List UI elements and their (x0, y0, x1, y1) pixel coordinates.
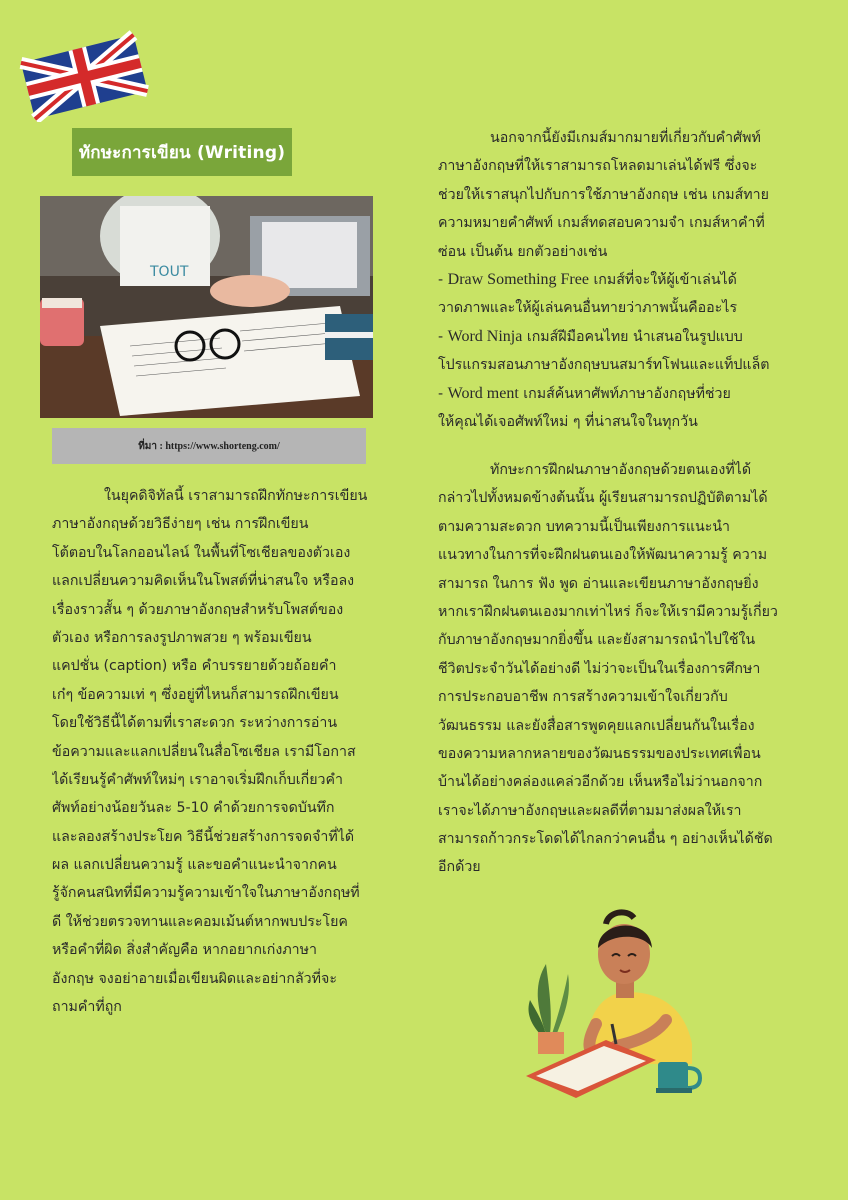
game-item-word-ment: - Word ment เกมส์ค้นหาศัพท์ภาษาอังกฤษที่ช่วย (438, 384, 731, 402)
text-line: ความหมายคำศัพท์ เกมส์ทดสอบความจำ เกมส์หาคำที่ (438, 215, 765, 232)
text-line: วัฒนธรรม และยังสื่อสารพูดคุยแลกเปลี่ยนกันในเรื่อง (438, 717, 755, 734)
text-line: ช่วยให้เราสนุกไปกับการใช้ภาษาอังกฤษ เช่น เกมส์ทาย (438, 186, 769, 203)
conclusion-paragraph (438, 456, 778, 882)
text-line: แลกเปลี่ยนความคิดเห็นในโพสต์ที่น่าสนใจ หรือลง (52, 573, 355, 590)
text-line: ทักษะการฝึกฝนภาษาอังกฤษด้วยตนเองที่ได้ (490, 462, 752, 478)
text-line: ของความหลากหลายของวัฒนธรรมของประเทศเพื่อน (438, 745, 761, 762)
text-line: หากเราฝึกฝนตนเองมากเท่าไหร่ ก็จะให้เรามีความรู้เกี่ยว (438, 603, 778, 620)
text-line: ในยุคดิจิทัลนี้ เราสามารถฝึกทักษะการเขียน (104, 488, 368, 504)
uk-flag-icon (18, 30, 150, 122)
writing-photo (40, 196, 373, 418)
games-paragraph (438, 124, 769, 436)
text-line: ซ่อน เป็นต้น ยกตัวอย่างเช่น (438, 243, 608, 260)
text-line: แนวทางในการที่จะฝึกฝนตนเองให้พัฒนาความรู้ ความ (438, 547, 768, 564)
text-line: ชีวิตประจำวันได้อย่างดี ไม่ว่าจะเป็นในเรื่องการศึกษา (438, 660, 761, 677)
text-line: โต้ตอบในโลกออนไลน์ ในพื้นที่โซเชียลของตัวเอง (52, 544, 351, 561)
text-line: การประกอบอาชีพ การสร้างความเข้าใจเกี่ยวกับ (438, 689, 728, 706)
text-line: ให้คุณได้เจอศัพท์ใหม่ ๆ ที่น่าสนใจในทุกวัน (438, 413, 698, 430)
text-line: และลองสร้างประโยค วิธีนี้ช่วยสร้างการจดจำที่ได้ (52, 828, 355, 845)
game-name: Draw Something Free (447, 270, 589, 288)
text-line: ข้อความและแลกเปลี่ยนในสื่อโซเชียล เรามีโอกาส (52, 743, 356, 760)
section-title: ทักษะการเขียน (Writing) (72, 128, 292, 176)
game-name: Word Ninja (447, 327, 523, 345)
game-name: Word ment (447, 384, 519, 402)
photo-source-caption: ที่มา : https://www.shorteng.com/ (52, 428, 366, 464)
text-line: ดี ให้ช่วยตรวจทานและคอมเม้นต์หากพบประโยค (52, 913, 348, 930)
svg-text:TOUT: TOUT (150, 264, 189, 280)
text-line: โปรแกรมสอนภาษาอังกฤษบนสมาร์ทโฟนและแท็ปแล็ต (438, 357, 770, 374)
girl-writing-illustration (516, 904, 728, 1100)
text-line: กล่าวไปทั้งหมดข้างต้นนั้น ผู้เรียนสามารถปฏิบัติตามได้ (438, 490, 768, 507)
text-line: ภาษาอังกฤษที่ให้เราสามารถโหลดมาเล่นได้ฟรี ซึ่งจะ (438, 158, 758, 175)
text-line: สามารถ ในการ ฟัง พูด อ่านและเขียนภาษาอังกฤษยิ่ง (438, 575, 759, 592)
game-item-draw-something: - Draw Something Free เกมส์ที่จะให้ผู้เข้าเล่นได้ (438, 270, 737, 288)
left-paragraph (52, 482, 367, 1021)
game-item-word-ninja: - Word Ninja เกมส์ฝีมือคนไทย นำเสนอในรูปแบบ (438, 327, 743, 345)
text-line: นอกจากนี้ยังมีเกมส์มากมายที่เกี่ยวกับคำศัพท์ (490, 130, 761, 146)
text-line: อีกด้วย (438, 859, 481, 876)
text-line: แคปชั่น (caption) หรือ คำบรรยายด้วยถ้อยคำ (52, 658, 337, 675)
text-line: เก๋ๆ ข้อความเท่ ๆ ซึ่งอยู่ที่ไหนก็สามารถฝึกเขียน (52, 686, 339, 703)
text-line: โดยใช้วิธีนี้ได้ตามที่เราสะดวก ระหว่างการอ่าน (52, 715, 338, 732)
text-line: รู้จักคนสนิทที่มีความรู้ความเข้าใจในภาษาอังกฤษที่ (52, 885, 360, 902)
text-line: ได้เรียนรู้คำศัพท์ใหม่ๆ เราอาจเริ่มฝึกเก็บเกี่ยวคำ (52, 771, 343, 788)
text-line: หรือคำที่ผิด สิ่งสำคัญคือ หากอยากเก่งภาษา (52, 942, 317, 959)
text-line: วาดภาพและให้ผู้เล่นคนอื่นทายว่าภาพนั้นคืออะไร (438, 300, 738, 317)
text-line: ถามคำที่ถูก (52, 999, 122, 1016)
text-line: ภาษาอังกฤษด้วยวิธีง่ายๆ เช่น การฝึกเขียน (52, 516, 309, 533)
text-line: กับภาษาอังกฤษมากยิ่งขึ้น และยังสามารถนำไปใช้ใน (438, 632, 756, 649)
text-line: อังกฤษ จงอย่าอายเมื่อเขียนผิดและอย่ากลัวที่จะ (52, 970, 337, 987)
text-line: ศัพท์อย่างน้อยวันละ 5-10 คำด้วยการจดบันทึก (52, 800, 335, 817)
text-line: สามารถก้าวกระโดดได้ไกลกว่าคนอื่น ๆ อย่างเห็นได้ชัด (438, 831, 773, 848)
text-line: ผล แลกเปลี่ยนความรู้ และขอคำแนะนำจากคน (52, 857, 337, 874)
text-line: เราจะได้ภาษาอังกฤษและผลดีที่ตามมาส่งผลให้เรา (438, 802, 742, 819)
text-line: เรื่องราวสั้น ๆ ด้วยภาษาอังกฤษสำหรับโพสต์ของ (52, 601, 344, 618)
text-line: ตามความสะดวก บทความนี้เป็นเพียงการแนะนำ (438, 518, 731, 535)
text-line: บ้านได้อย่างคล่องแคล่วอีกด้วย เห็นหรือไม่ว่านอกจาก (438, 774, 763, 791)
text-line: ตัวเอง หรือการลงรูปภาพสวย ๆ พร้อมเขียน (52, 629, 312, 646)
